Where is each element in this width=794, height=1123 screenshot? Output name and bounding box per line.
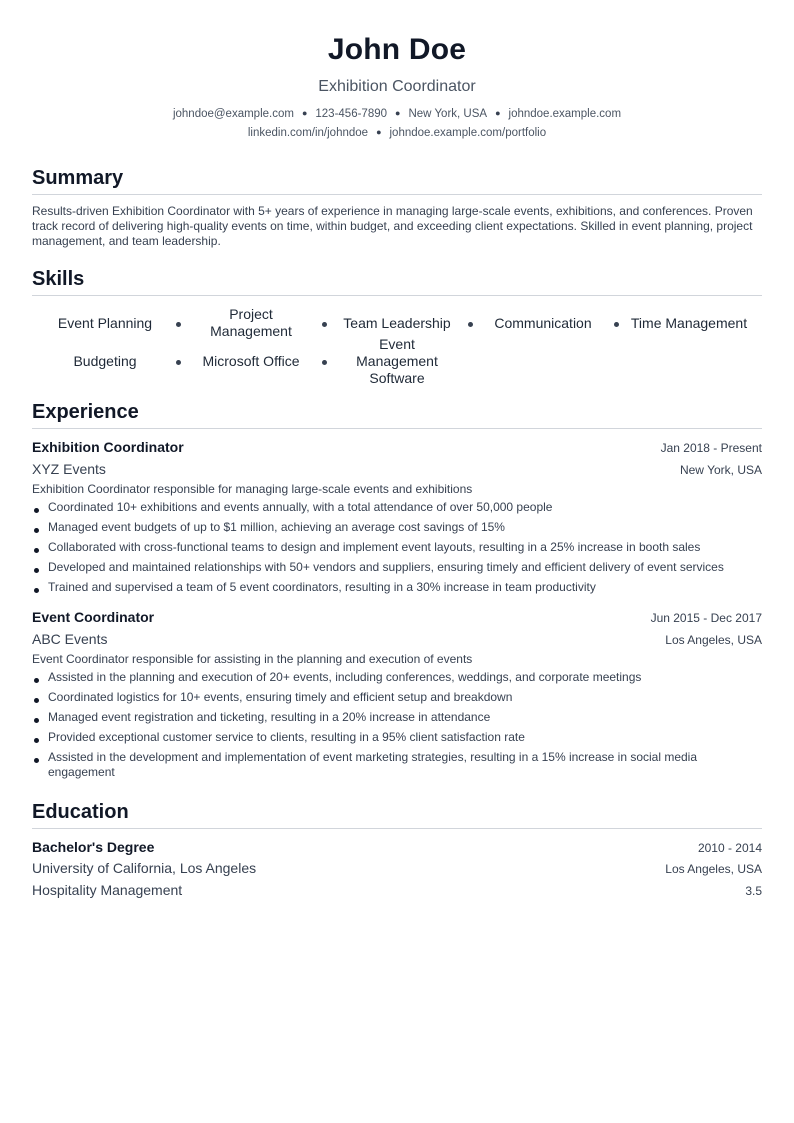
- skill-label: Event Management Software: [356, 335, 438, 386]
- experience-heading: Experience: [32, 400, 762, 429]
- contact-line-secondary: [32, 123, 762, 142]
- job-title: Event Coordinator: [32, 609, 155, 625]
- candidate-name: John Doe: [327, 33, 467, 66]
- contact-phone[interactable]: 123-456-7890: [315, 108, 388, 120]
- skill-item: [178, 304, 324, 342]
- list-item: Coordinated 10+ exhibitions and events annually, with a total attendance of over 50,000 people: [32, 500, 762, 515]
- job-dates: Jun 2015 - Dec 2017: [650, 611, 762, 625]
- job-company: ABC Events: [32, 631, 108, 647]
- separator-dot-icon: ●: [495, 108, 501, 118]
- skill-item: [32, 342, 178, 380]
- job-title: Exhibition Coordinator: [32, 439, 184, 455]
- experience-section: [32, 400, 762, 780]
- list-item: Coordinated logistics for 10+ events, ensuring timely and efficient setup and breakdown: [32, 690, 762, 705]
- contact-location: New York, USA: [408, 108, 488, 120]
- skill-label: Time Management: [630, 314, 748, 331]
- education-gpa: 3.5: [745, 884, 762, 898]
- skill-label: Project Management: [210, 306, 292, 339]
- list-item: Collaborated with cross-functional teams to design and implement event layouts, resulting in a 25% increase in booth sales: [32, 540, 762, 555]
- contact-email[interactable]: johndoe@example.com: [172, 108, 294, 120]
- education-location: Los Angeles, USA: [665, 862, 762, 876]
- skill-label: Team Leadership: [343, 314, 451, 331]
- list-item: Trained and supervised a team of 5 event coordinators, resulting in a 30% increase in team productivity: [32, 580, 762, 595]
- education-entry: [32, 837, 762, 902]
- education-dates: 2010 - 2014: [697, 841, 762, 855]
- summary-heading: Summary: [32, 166, 762, 195]
- summary-text: Results-driven Exhibition Coordinator with 5+ years of experience in managing large-scale events, exhibitions, and conferences. Proven track record of delivering high-quality events on time, within budget, and exceeding client expectations. Skilled in event planning, project management, and team leadership.: [32, 204, 753, 248]
- separator-dot-icon: ●: [376, 127, 382, 137]
- contact-line-primary: [32, 104, 762, 123]
- skill-label: Communication: [494, 314, 592, 331]
- job-company: XYZ Events: [32, 461, 106, 477]
- contact-portfolio[interactable]: johndoe.example.com/portfolio: [389, 127, 547, 139]
- education-heading: Education: [32, 800, 762, 829]
- job-entry: [32, 607, 762, 780]
- resume-header: [32, 0, 762, 142]
- separator-dot-icon: ●: [395, 108, 401, 118]
- skill-item: [32, 304, 178, 342]
- education-school: University of California, Los Angeles: [32, 860, 257, 876]
- job-bullets: [32, 670, 762, 780]
- contact-website[interactable]: johndoe.example.com: [508, 108, 622, 120]
- skills-section: [32, 267, 762, 386]
- skill-label: Event Planning: [57, 314, 153, 331]
- education-section: [32, 800, 762, 902]
- job-location: New York, USA: [679, 463, 762, 477]
- list-item: Managed event budgets of up to $1 million, achieving an average cost savings of 15%: [32, 520, 762, 535]
- list-item: Assisted in the planning and execution of 20+ events, including conferences, weddings, and corporate meetings: [32, 670, 762, 685]
- candidate-title: Exhibition Coordinator: [318, 78, 476, 95]
- job-bullets: [32, 500, 762, 595]
- list-item: Managed event registration and ticketing, resulting in a 20% increase in attendance: [32, 710, 762, 725]
- skill-label: Microsoft Office: [202, 352, 300, 369]
- list-item: Provided exceptional customer service to clients, resulting in a 95% client satisfaction rate: [32, 730, 762, 745]
- contact-linkedin[interactable]: linkedin.com/in/johndoe: [247, 127, 369, 139]
- job-dates: Jan 2018 - Present: [660, 441, 762, 455]
- skill-item: [616, 304, 762, 342]
- skills-grid: [32, 304, 762, 386]
- skill-item: [324, 335, 470, 386]
- skill-item: [178, 342, 324, 380]
- education-field: Hospitality Management: [32, 882, 183, 898]
- job-entry: [32, 437, 762, 595]
- education-degree: Bachelor's Degree: [32, 839, 155, 855]
- skill-label: Budgeting: [73, 352, 137, 369]
- job-location: Los Angeles, USA: [665, 633, 762, 647]
- skills-heading: Skills: [32, 267, 762, 296]
- summary-section: [32, 166, 762, 249]
- list-item: Developed and maintained relationships with 50+ vendors and suppliers, ensuring timely and efficient delivery of event services: [32, 560, 762, 575]
- job-description: Exhibition Coordinator responsible for managing large-scale events and exhibitions: [32, 482, 473, 496]
- job-description: Event Coordinator responsible for assisting in the planning and execution of events: [32, 652, 473, 666]
- skill-item: [470, 304, 616, 342]
- separator-dot-icon: ●: [301, 108, 308, 118]
- list-item: Assisted in the development and implementation of event marketing strategies, resulting in a 15% increase in social media engagement: [32, 750, 762, 780]
